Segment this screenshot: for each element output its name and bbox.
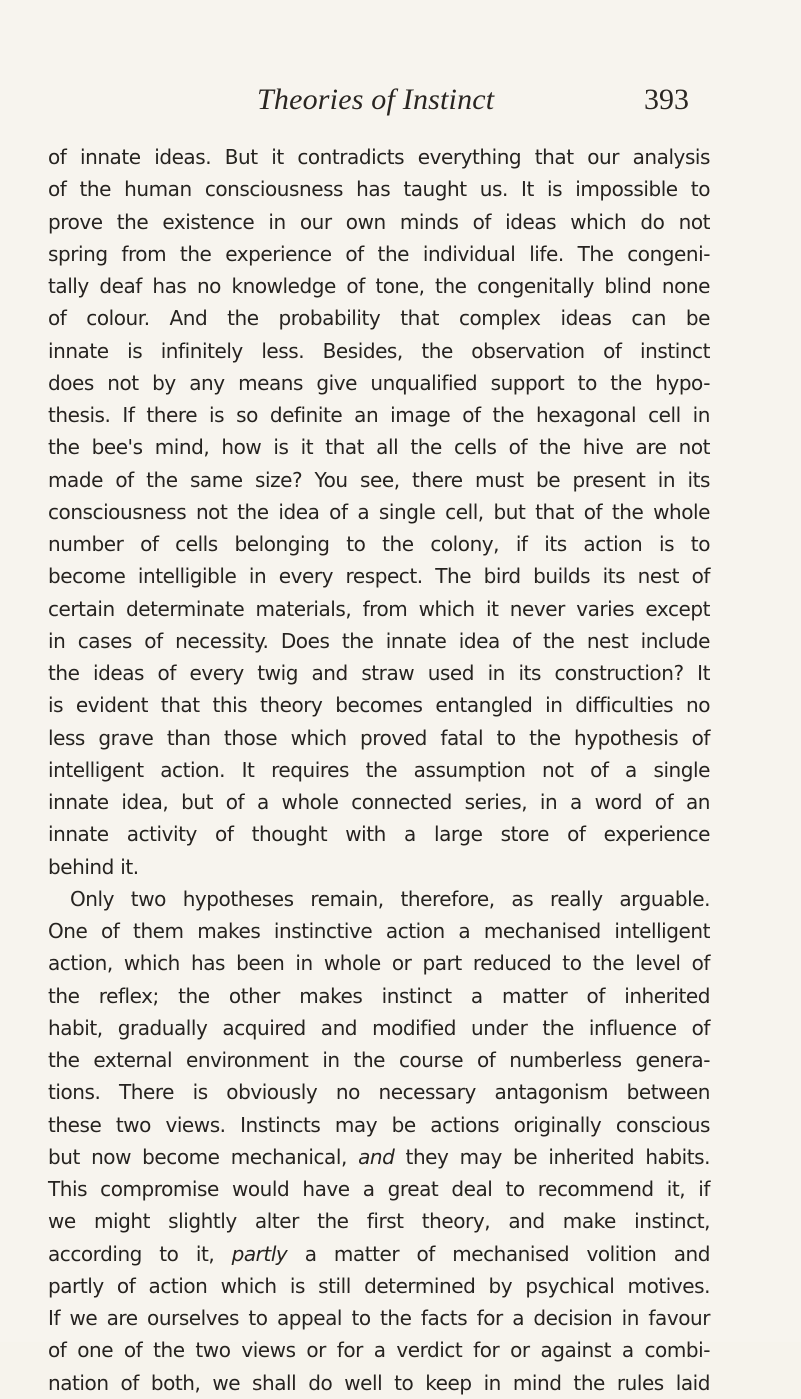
running-title	[257, 82, 494, 118]
text-line: the ideas of every twig and straw used in its construction? It	[48, 661, 710, 685]
italic-emphasis: and	[358, 1144, 395, 1169]
text-line: thesis. If there is so definite an image of the hexagonal cell in	[48, 403, 710, 427]
text-line: innate is infinitely less. Besides, the observation of instinct	[48, 338, 710, 363]
text-line: in cases of necessity. Does the innate idea of the nest include	[48, 628, 710, 653]
paragraph-end-line: behind it.	[48, 854, 139, 879]
text-line: does not by any means give unqualified support to the hypo-	[48, 370, 710, 395]
text-line: intelligent action. It requires the assumption not of a single	[48, 757, 710, 782]
text-line: habit, gradually acquired and modified under the influence of	[48, 1015, 710, 1040]
text-line: spring from the experience of the individual life. The congeni-	[48, 241, 710, 266]
text-line: innate activity of thought with a large store of experience	[48, 822, 710, 847]
text-line	[48, 1238, 710, 1270]
italic-emphasis: partly	[231, 1241, 288, 1266]
running-title-part2: Instinct	[402, 83, 495, 116]
text-line	[48, 1141, 710, 1173]
line-segment: a matter of mechanised volition and	[287, 1241, 710, 1266]
text-line: action, which has been in whole or part reduced to the level of	[48, 951, 710, 976]
text-line: consciousness not the idea of a single cell, but that of the whole	[48, 499, 710, 524]
text-line: One of them makes instinctive action a mechanised intelligent	[48, 919, 710, 943]
text-line: partly of action which is still determined by psychical motives.	[48, 1273, 710, 1298]
text-line: become intelligible in every respect. The bird builds its nest of	[48, 564, 710, 589]
paragraph-start-line: Only two hypotheses remain, therefore, as really arguable.	[70, 886, 710, 911]
text-line: less grave than those which proved fatal to the hypothesis of	[48, 725, 710, 750]
text-line: If we are ourselves to appeal to the facts for a decision in favour	[48, 1306, 710, 1330]
text-line: the external environment in the course of numberless genera-	[48, 1048, 710, 1072]
body-text	[48, 141, 710, 1399]
text-line: nation of both, we shall do well to keep in mind the rules laid	[48, 1370, 710, 1395]
page-number: 393	[644, 83, 689, 116]
text-line: certain determinate materials, from which it never varies except	[48, 596, 710, 621]
text-line: of colour. And the probability that complex ideas can be	[48, 306, 710, 331]
page-header	[0, 82, 801, 122]
text-line: these two views. Instincts may be actions originally conscious	[48, 1112, 710, 1137]
text-line: made of the same size? You see, there must be present in its	[48, 467, 710, 492]
text-line: of innate ideas. But it contradicts everything that our analysis	[48, 145, 710, 169]
text-line: innate idea, but of a whole connected series, in a word of an	[48, 790, 710, 814]
line-segment: according to it,	[48, 1241, 232, 1266]
text-line: we might slightly alter the first theory, and make instinct,	[48, 1209, 710, 1234]
text-line: the bee's mind, how is it that all the cells of the hive are not	[48, 435, 710, 460]
text-line: number of cells belonging to the colony, if its action is to	[48, 532, 710, 556]
running-title-part1: Theories of	[257, 83, 403, 116]
text-line: is evident that this theory becomes entangled in difficulties no	[48, 693, 710, 718]
text-line: tally deaf has no knowledge of tone, the congenitally blind none	[48, 274, 710, 298]
text-line: the reflex; the other makes instinct a matter of inherited	[48, 983, 710, 1008]
text-line: of the human consciousness has taught us. It is impossible to	[48, 177, 710, 202]
text-line: prove the existence in our own minds of ideas which do not	[48, 209, 710, 234]
text-line: tions. There is obviously no necessary antagonism between	[48, 1080, 710, 1105]
line-segment: they may be inherited habits.	[394, 1144, 710, 1169]
line-segment: but now become mechanical,	[48, 1144, 359, 1169]
text-line: of one of the two views or for a verdict for or against a combi-	[48, 1338, 710, 1363]
text-line: This compromise would have a great deal to recommend it, if	[48, 1177, 710, 1201]
